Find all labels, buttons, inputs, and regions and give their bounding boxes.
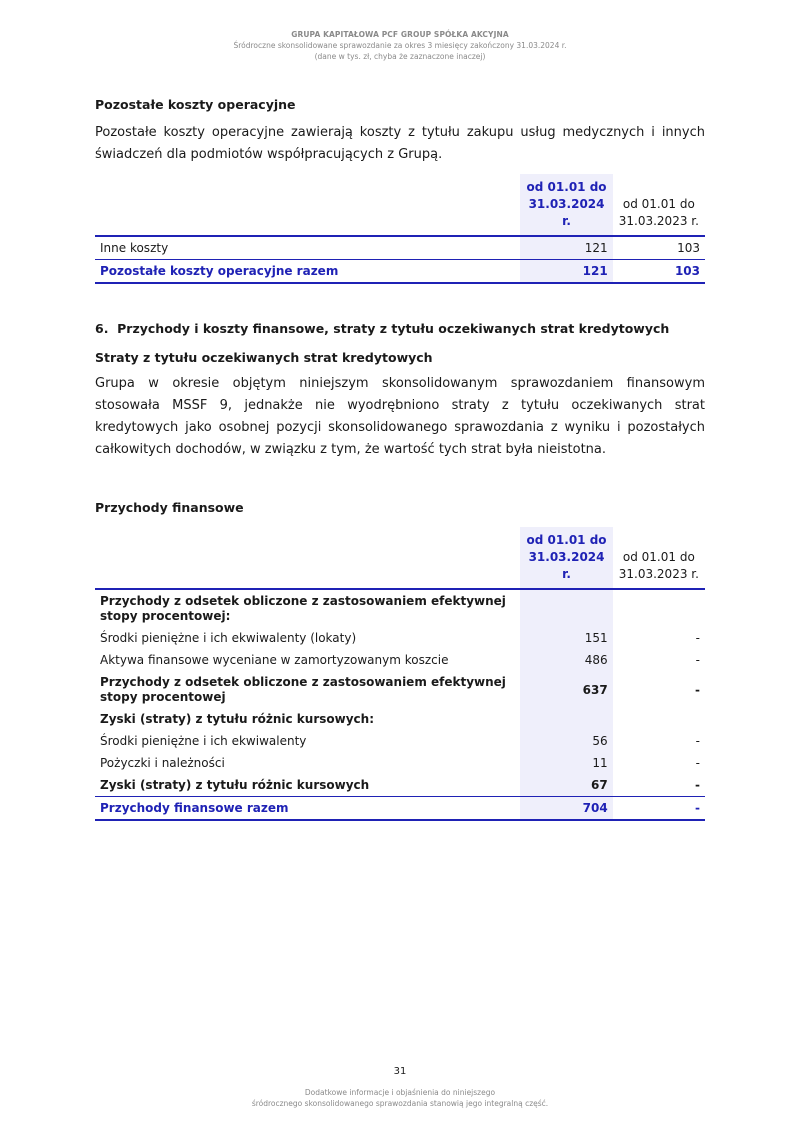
footer-line-2: śródrocznego skonsolidowanego sprawozdania stanowią jego integralną część. [251,1099,549,1108]
financial-income-table [95,527,705,821]
section-6-title: 6. Przychody i koszty finansowe, straty z tytułu oczekiwanych strat kredytowych [95,321,670,336]
row-current: 637 [520,671,612,708]
section-6-paragraph: Grupa w okresie objętym niniejszym skonsolidowanym sprawozdaniem finansowym stosowała MSSF 9, jednakże nie wyodrębniono straty z tytułu oczekiwanych strat kredytowych jako osobnej pozycji skonsolidowanego sprawozdania z wyniku i pozostałych całkowitych dochodów, w związku z tym, że wartość tych strat była nieistotna. [95,376,705,457]
total-current: 121 [520,260,612,284]
other-operating-costs-section [95,97,705,284]
table-row [95,236,705,260]
row-label: Przychody z odsetek obliczone z zastosowaniem efektywnej stopy procentowej [100,675,506,704]
row-prior [613,589,705,627]
page-number: 31 [393,1066,407,1077]
table-row [95,730,705,752]
table-row [95,708,705,730]
table-row [95,589,705,627]
row-prior: - [695,778,700,792]
row-label: Inne koszty [100,241,169,255]
document-header [0,29,800,62]
col-current-line2: 31.03.2024 r. [528,197,605,228]
section-title: Przychody finansowe [95,500,244,515]
row-current: 56 [520,730,612,752]
report-title: Śródroczne skonsolidowane sprawozdanie za okres 3 miesięcy zakończony 31.03.2024 r. [233,41,567,50]
row-current [520,708,612,730]
row-current: 11 [520,752,612,774]
col-prior-line1: od 01.01 do [622,550,695,564]
row-prior: - [695,653,700,667]
col-prior-header [613,174,705,236]
row-current: 486 [520,649,612,671]
subtotal-row [95,671,705,708]
total-row [95,260,705,284]
row-prior: - [695,631,700,645]
row-prior [613,708,705,730]
row-prior: - [695,756,700,770]
financial-income-section [95,500,705,821]
row-current: 67 [520,774,612,797]
total-row [95,797,705,821]
section-6-subtitle: Straty z tytułu oczekiwanych strat kredytowych [95,350,433,365]
row-label: Środki pieniężne i ich ekwiwalenty (lokaty) [100,631,357,645]
col-current-header [520,174,612,236]
total-prior: 103 [613,260,705,284]
row-prior: - [695,734,700,748]
row-current: 151 [520,627,612,649]
total-current: 704 [520,797,612,821]
col-prior-header [613,527,705,589]
row-label: Przychody z odsetek obliczone z zastosowaniem efektywnej stopy procentowej: [100,594,506,623]
footer [0,1087,800,1109]
row-prior: 103 [677,241,700,255]
total-label: Przychody finansowe razem [95,797,520,821]
row-label: Pożyczki i należności [100,756,225,770]
row-label: Zyski (straty) z tytułu różnic kursowych [100,778,370,792]
col-current-line2: 31.03.2024 r. [528,550,605,581]
row-prior: - [695,682,700,697]
col-current-line1: od 01.01 do [526,180,607,194]
col-prior-line2: 31.03.2023 r. [618,214,699,228]
section-paragraph: Pozostałe koszty operacyjne zawierają koszty z tytułu zakupu usług medycznych i innych świadczeń dla podmiotów współpracujących z Grupą. [95,125,705,162]
header-spacer [95,527,520,589]
header-spacer [95,174,520,236]
units-note: (dane w tys. zł, chyba że zaznaczone inaczej) [314,52,486,61]
total-label: Pozostałe koszty operacyjne razem [95,260,520,284]
row-label: Aktywa finansowe wyceniane w zamortyzowanym koszcie [100,653,449,667]
table-row [95,627,705,649]
company-name: GRUPA KAPITAŁOWA PCF GROUP SPÓŁKA AKCYJNA [291,30,509,39]
section-title: Pozostałe koszty operacyjne [95,97,296,112]
row-current: 121 [520,236,612,260]
col-prior-line2: 31.03.2023 r. [618,567,699,581]
row-current [520,589,612,627]
row-label: Zyski (straty) z tytułu różnic kursowych: [100,712,374,726]
subtotal-row [95,774,705,797]
col-current-line1: od 01.01 do [526,533,607,547]
col-prior-line1: od 01.01 do [622,197,695,211]
table-row [95,649,705,671]
other-costs-table [95,174,705,284]
footer-line-1: Dodatkowe informacje i objaśnienia do niniejszego [304,1088,496,1097]
col-current-header [520,527,612,589]
total-prior: - [613,797,705,821]
table-row [95,752,705,774]
row-label: Środki pieniężne i ich ekwiwalenty [100,734,307,748]
section-6 [95,321,705,461]
